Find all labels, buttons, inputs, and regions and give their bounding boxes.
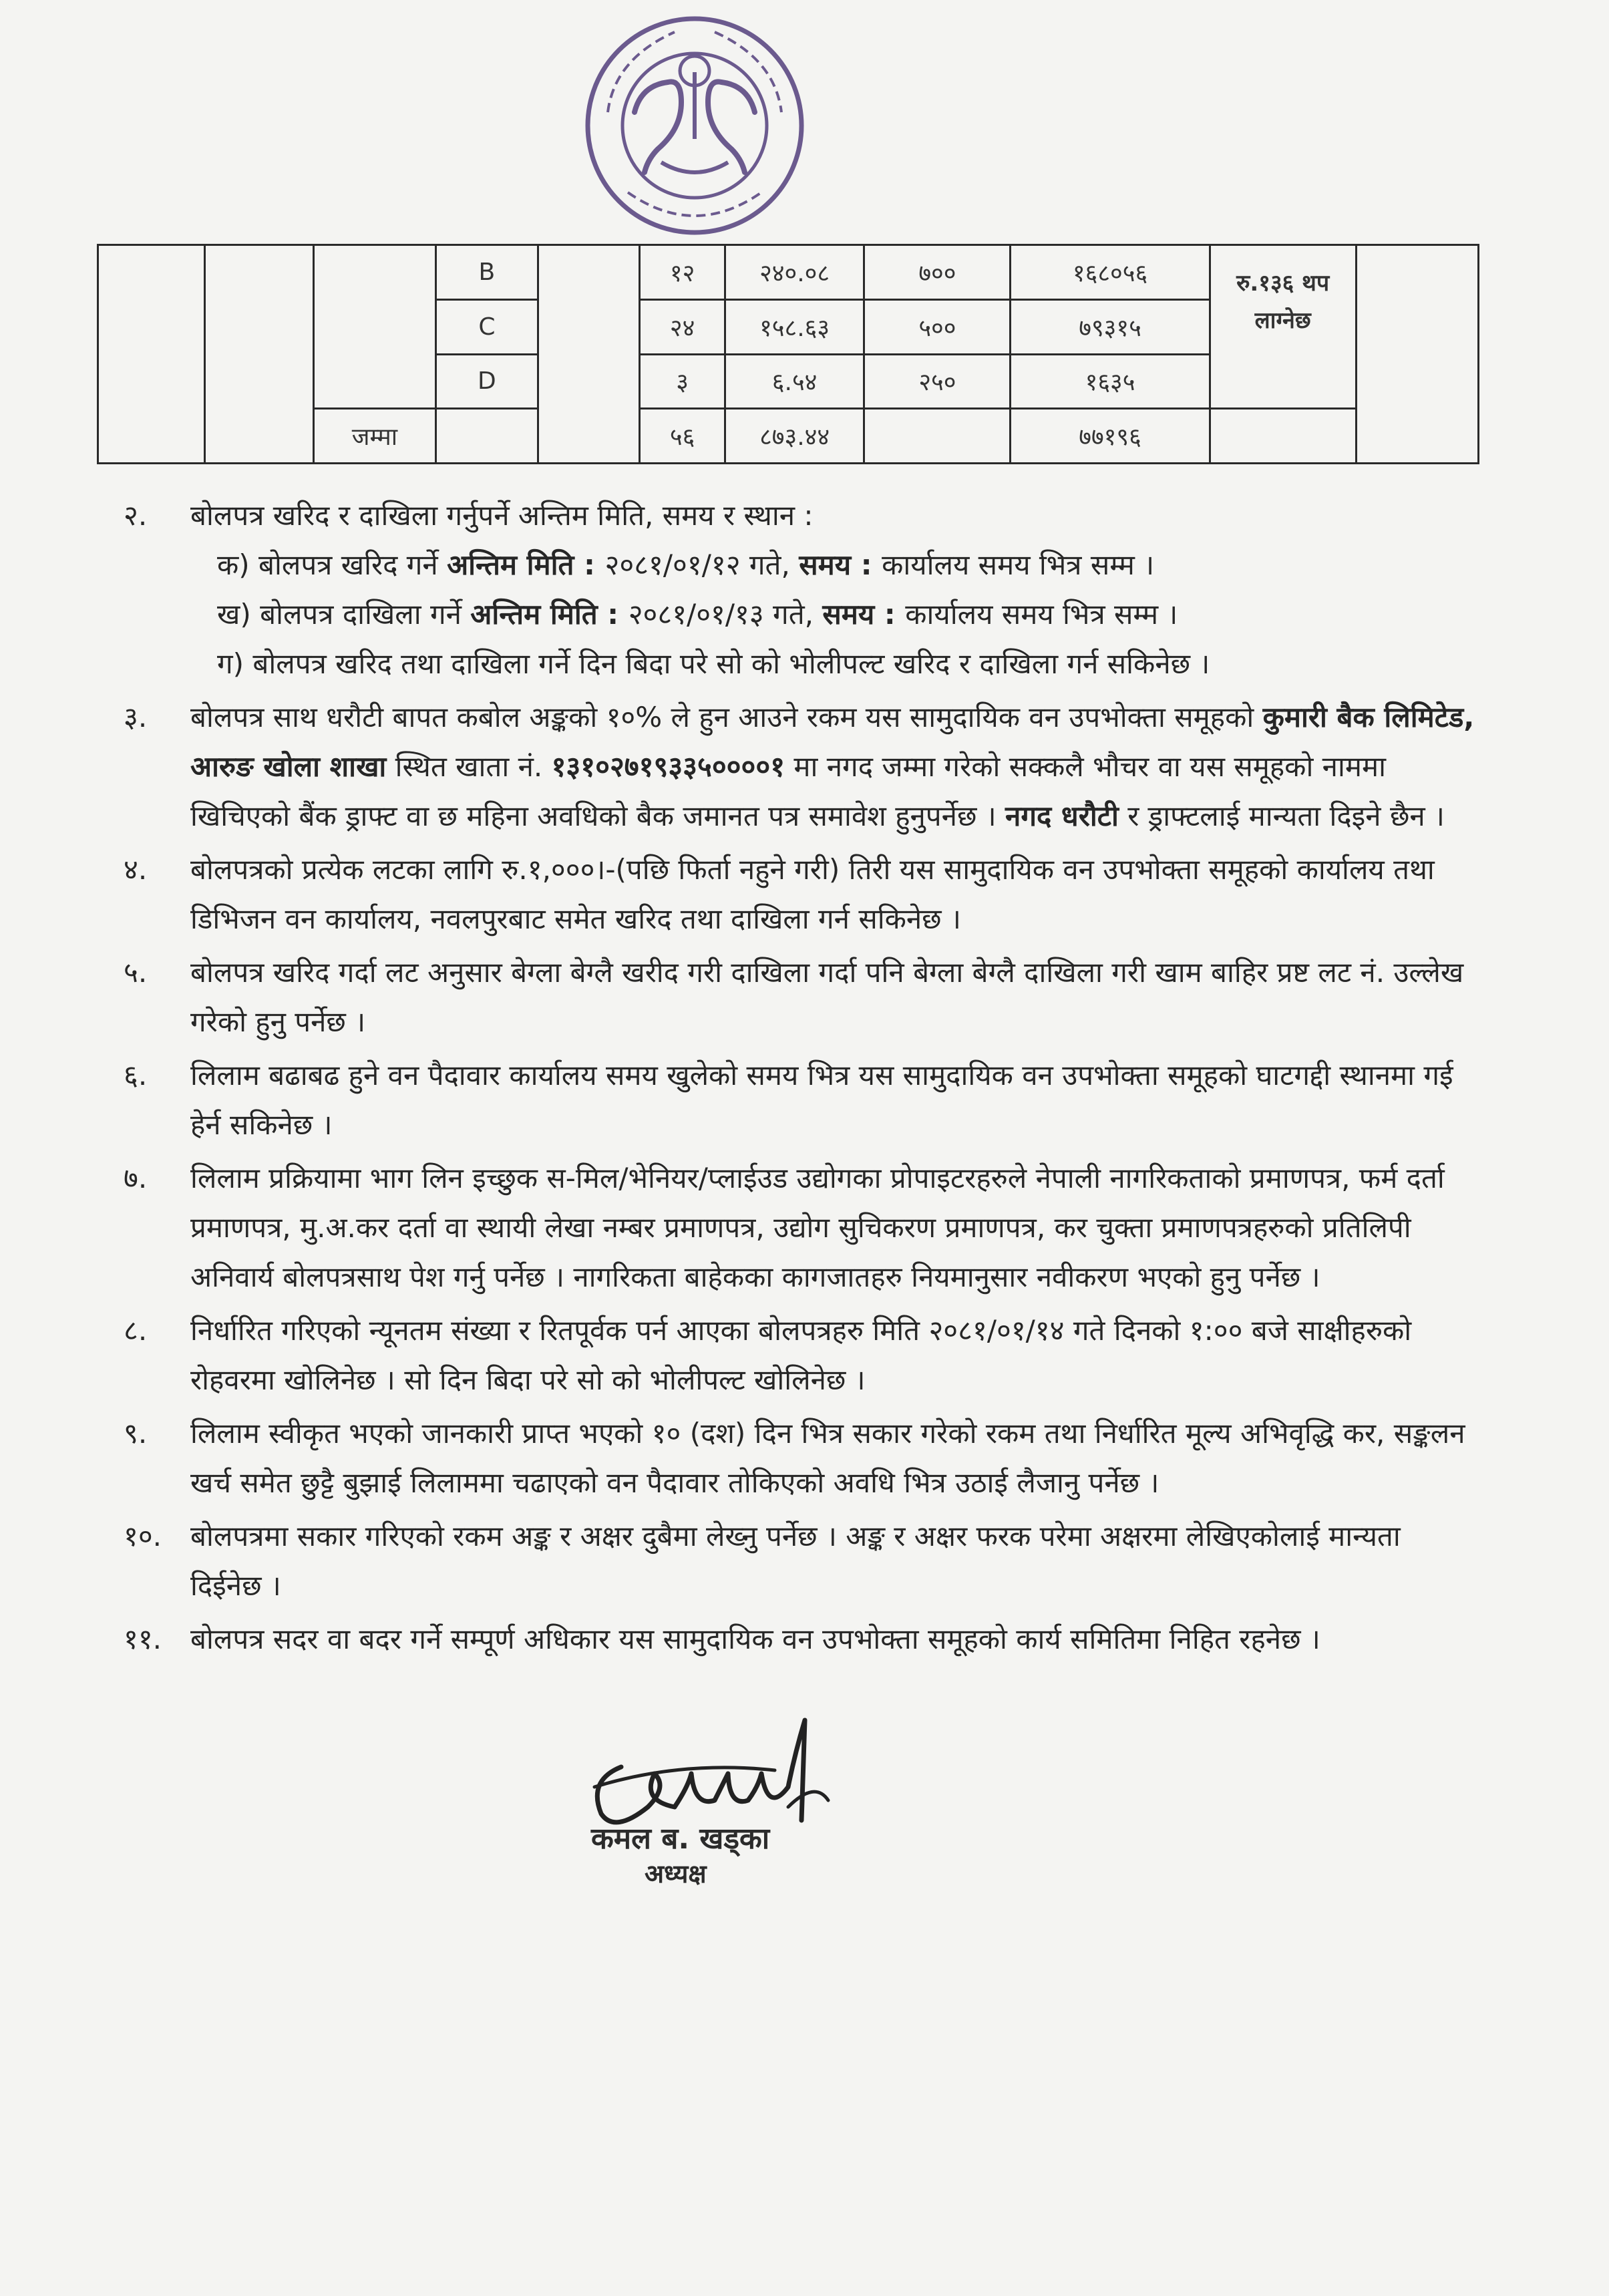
item-number: ११. — [124, 1623, 162, 1655]
amount-cell: १६३५ — [1011, 354, 1210, 409]
qty-cell: २४ — [640, 299, 725, 354]
table-row — [98, 245, 1479, 300]
account-number: १३१०२७१९३३५००००१ — [551, 750, 785, 783]
amount-cell: १६८०५६ — [1011, 245, 1210, 300]
subitem-text: क) बोलपत्र खरिद गर्ने — [217, 548, 448, 581]
organization-seal — [581, 12, 808, 239]
volume-cell: २४०.०८ — [725, 245, 864, 300]
rate-cell: ५०० — [864, 299, 1011, 354]
item-text: बोलपत्र खरिद र दाखिला गर्नुपर्ने अन्तिम मिति, समय र स्थान : — [190, 499, 814, 532]
condition-item — [124, 845, 1479, 944]
bank-name: कुमारी बैक लिमिटेड, आरुङ खोला शाखा — [190, 701, 1475, 783]
item-text: स्थित खाता नं. — [386, 750, 552, 783]
item-text: लिलाम प्रक्रियामा भाग लिन इच्छुक स-मिल/भेनियर/प्लाईउड उद्योगका प्रोपाइटरहरुले नेपाली नागरिकताको प्रमाणपत्र, फर्म दर्ता प्रमाणपत्र, मु.अ.कर दर्ता वा स्थायी लेखा नम्बर प्रमाणपत्र, उद्योग सुचिकरण प्रमाणपत्र, कर चुक्ता प्रमाणपत्रहरुको प्रतिलिपी अनिवार्य बोलपत्रसाथ पेश गर्नु पर्नेछ । नागरिकता बाहेकका कागजातहरु नियमानुसार नवीकरण भएको हुनु पर्नेछ । — [190, 1162, 1445, 1293]
table-cell-empty — [1356, 245, 1478, 464]
condition-item — [124, 1154, 1479, 1302]
condition-item — [124, 1306, 1479, 1405]
item-number: २. — [124, 499, 148, 532]
qty-cell: ३ — [640, 354, 725, 409]
item-text: बोलपत्र साथ धरौटी बापत कबोल अङ्कको १०% ले हुन आउने रकम यस सामुदायिक वन उपभोक्ता समूहको — [190, 701, 1263, 733]
lots-table — [97, 244, 1479, 464]
condition-item — [124, 1051, 1479, 1150]
item-text: लिलाम बढाबढ हुने वन पैदावार कार्यालय समय खुलेको समय भित्र यस सामुदायिक वन उपभोक्ता समूहको घाटगद्दी स्थानमा गई हेर्न सकिनेछ । — [190, 1059, 1453, 1141]
condition-item — [124, 948, 1479, 1047]
condition-item — [124, 491, 1479, 689]
grade-cell: C — [436, 299, 538, 354]
table-cell-empty — [1210, 409, 1356, 464]
cash-deposit-text: नगद धरौटी — [1005, 800, 1119, 832]
item-text: र ड्राफ्टलाई मान्यता दिइने छैन । — [1118, 800, 1445, 832]
item-text: मा नगद जम्मा गरेको सक्कलै भौचर वा यस समूहको नाममा खिचिएको बैंक ड्राफ्ट वा छ महिना अवधिको बैक जमानत पत्र समावेश हुनुपर्नेछ । — [190, 750, 1386, 832]
item-number: ३. — [124, 701, 148, 733]
item-text: लिलाम स्वीकृत भएको जानकारी प्राप्त भएको १० (दश) दिन भित्र सकार गरेको रकम तथा निर्धारित मूल्य अभिवृद्धि कर, सङ्कलन खर्च समेत छुट्टै बुझाई लिलाममा चढाएको वन पैदावार तोकिएको अवधि भित्र उठाई लैजानु पर्नेछ । — [190, 1417, 1465, 1499]
deadline-date: २०८१/०१/१३ गते, — [628, 598, 823, 631]
item-number: ९. — [124, 1417, 148, 1450]
signatory-name: कमल ब. खड्का — [591, 1822, 770, 1856]
condition-item — [124, 693, 1479, 841]
total-volume-cell: ८७३.४४ — [725, 409, 864, 464]
table-cell-empty — [436, 409, 538, 464]
time-label: समय : — [822, 598, 906, 631]
deadline-date: २०८१/०१/१२ गते, — [604, 548, 799, 581]
time-text: कार्यालय समय भित्र सम्म । — [905, 598, 1178, 631]
condition-item — [124, 1512, 1479, 1611]
subitem-b — [190, 590, 1479, 639]
total-label-cell: जम्मा — [313, 409, 435, 464]
conditions-list — [124, 491, 1479, 1668]
deadline-label: अन्तिम मिति : — [470, 598, 629, 631]
item-number: ५. — [124, 956, 148, 989]
signatory-title: अध्यक्ष — [645, 1859, 707, 1889]
item-text: बोलपत्र खरिद गर्दा लट अनुसार बेग्ला बेग्लै खरीद गरी दाखिला गर्दा पनि बेग्ला बेग्लै दाखिला गरी खाम बाहिर प्रष्ट लट नं. उल्लेख गरेको हुनु पर्नेछ । — [190, 956, 1464, 1038]
volume-cell: १५८.६३ — [725, 299, 864, 354]
table-cell-empty — [98, 245, 205, 464]
grade-cell: B — [436, 245, 538, 300]
subitem-a — [190, 540, 1479, 590]
item-text: बोलपत्रमा सकार गरिएको रकम अङ्क र अक्षर दुबैमा लेख्नु पर्नेछ । अङ्क र अक्षर फरक परेमा अक्षरमा लेखिएकोलाई मान्यता दिईनेछ । — [190, 1520, 1401, 1602]
item-text: बोलपत्र सदर वा बदर गर्ने सम्पूर्ण अधिकार यस सामुदायिक वन उपभोक्ता समूहको कार्य समितिमा निहित रहनेछ । — [190, 1623, 1320, 1655]
grade-cell: D — [436, 354, 538, 409]
item-number: ४. — [124, 853, 148, 886]
rate-cell: ७०० — [864, 245, 1011, 300]
rate-cell: २५० — [864, 354, 1011, 409]
note-cell: रु.१३६ थप लाग्नेछ — [1210, 245, 1356, 409]
volume-cell: ६.५४ — [725, 354, 864, 409]
item-number: १०. — [124, 1520, 162, 1552]
total-qty-cell: ५६ — [640, 409, 725, 464]
condition-item — [124, 1615, 1479, 1664]
item-text: निर्धारित गरिएको न्यूनतम संख्या र रितपूर्वक पर्न आएका बोलपत्रहरु मिति २०८१/०१/१४ गते दिनको १:०० बजे साक्षीहरुको रोहवरमा खोलिनेछ । सो दिन बिदा परे सो को भोलीपल्ट खोलिनेछ । — [190, 1314, 1412, 1396]
subitem-text: ख) बोलपत्र दाखिला गर्ने — [217, 598, 471, 631]
qty-cell: १२ — [640, 245, 725, 300]
deadline-label: अन्तिम मिति : — [447, 548, 605, 581]
subitem-c: ग) बोलपत्र खरिद तथा दाखिला गर्ने दिन बिदा परे सो को भोलीपल्ट खरिद र दाखिला गर्न सकिनेछ । — [217, 647, 1210, 680]
table-cell-empty — [538, 245, 640, 464]
item-number: ६. — [124, 1059, 148, 1092]
total-amount-cell: ७७१९६ — [1011, 409, 1210, 464]
time-label: समय : — [799, 548, 882, 581]
amount-cell: ७९३१५ — [1011, 299, 1210, 354]
table-cell-empty — [864, 409, 1011, 464]
time-text: कार्यालय समय भित्र सम्म । — [882, 548, 1155, 581]
item-number: ७. — [124, 1162, 148, 1194]
condition-item — [124, 1409, 1479, 1508]
item-text: बोलपत्रको प्रत्येक लटका लागि रु.१,०००।-(पछि फिर्ता नहुने गरी) तिरी यस सामुदायिक वन उपभोक्ता समूहको कार्यालय तथा डिभिजन वन कार्यालय, नवलपुरबाट समेत खरिद तथा दाखिला गर्न सकिनेछ । — [190, 853, 1435, 935]
item-number: ८. — [124, 1314, 148, 1347]
table-cell-empty — [313, 245, 435, 409]
table-cell-empty — [204, 245, 313, 464]
